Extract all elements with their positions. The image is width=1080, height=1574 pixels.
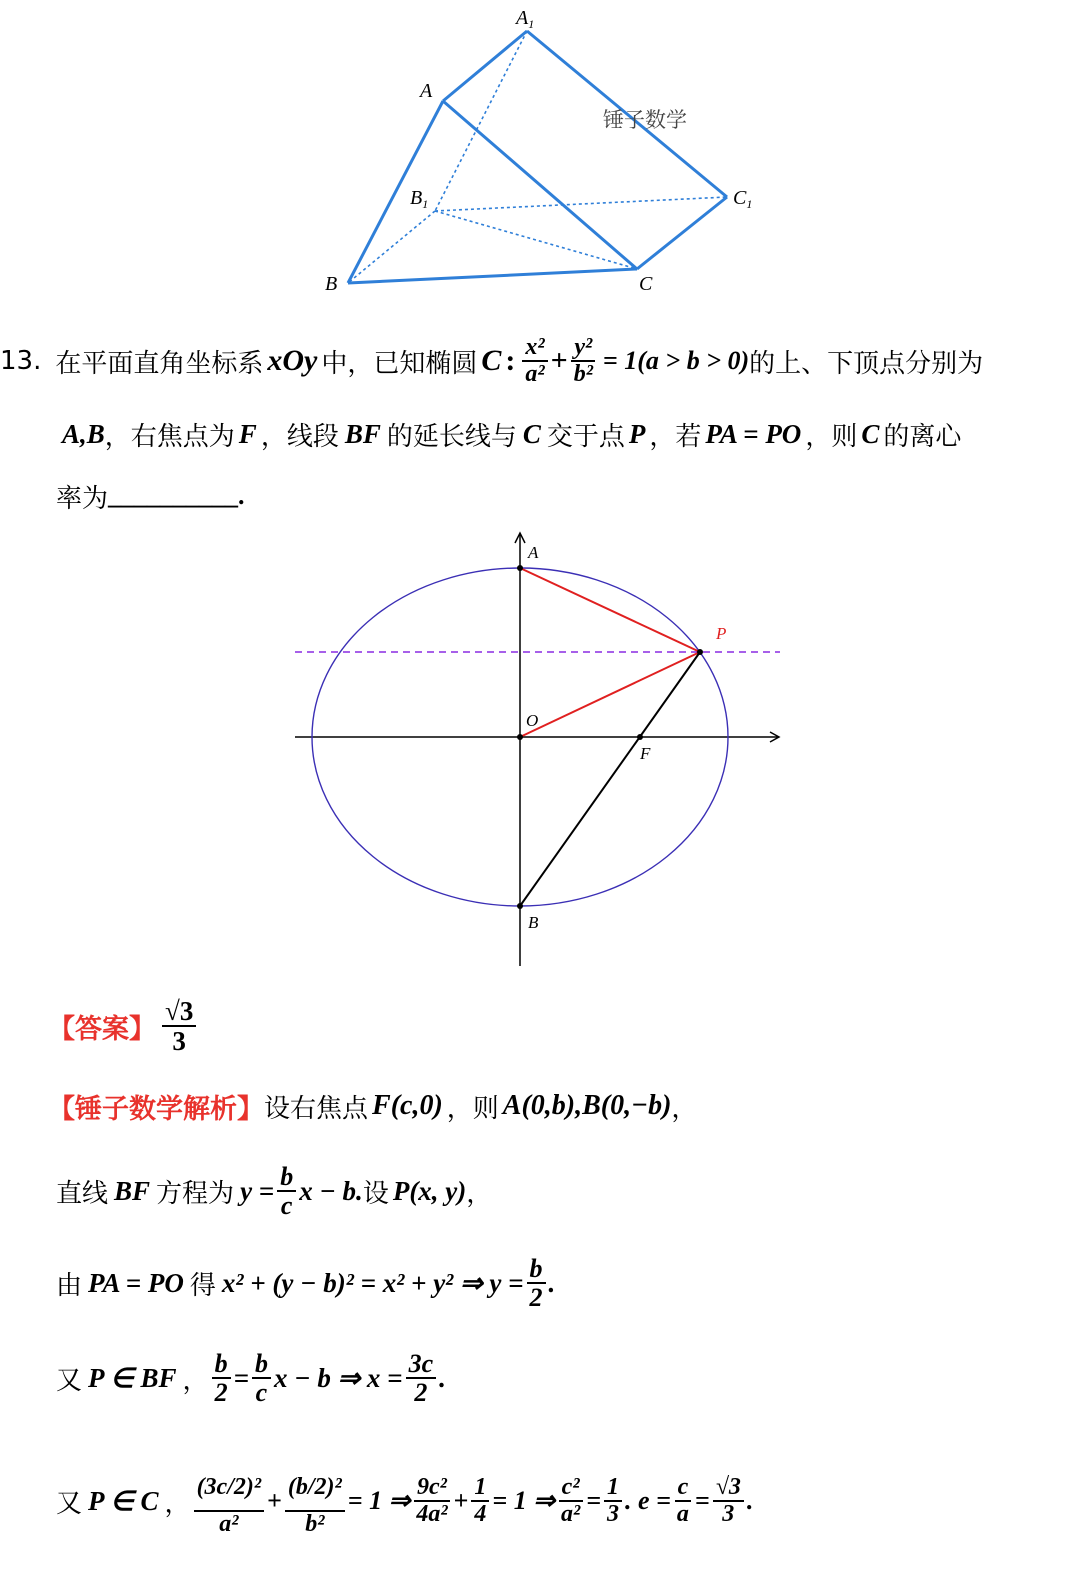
solution-line-1: 【锤子数学解析】 设右焦点 F(c,0) ，则 A(0,b),B(0,−b) ， [48,1086,697,1126]
answer-blank: __________. [108,481,245,510]
problem-line-3: 率为 __________. [56,481,245,514]
label-B: B [325,273,338,295]
solution-line-5: 又 P ∈ C ， $\frac{\text{(3c/2)²}}{\text{a²}}$ + $\frac{\text{(b/2)²}}{\text{b²}}$ = 1 ⇒ $\frac{\text{9c²}}{\text{4a²}}$ + $\frac{1}{4}$ = 1 ⇒ $\frac{\text{c²}}{\text{a²}}$ = $\frac{1}{3}$ . e = $\frac{c}{a}$ = $\frac{√3}{3}$ . [56,1436,753,1566]
svg-text:C1: $C_1$ [733,187,753,211]
svg-text:A1: $A_1$ [516,7,535,31]
label-B1: B [410,187,423,209]
svg-text:B1: $B_1$ [410,187,429,211]
prism-figure [300,0,780,300]
ellipse-frac-y: $\frac{\text{y²}}{\text{b²}}$ [571,335,596,387]
problem-number: 13. [0,346,42,376]
label-C: C [639,273,653,295]
solution-line-2: 直线 BF 方程为 y = $\frac{b}{c}$ x − b. 设 P(x, y) ， [56,1161,493,1220]
problem-line-2: A,B ，右焦点为 F ，线段 BF 的延长线与 C 交于点 P ，若 PA = PO ，则 C 的离心 [62,418,962,452]
ellipse-label-F: F [640,744,651,763]
answer-value: $\frac{√3}{3}$ [162,997,196,1056]
answer-label: 【答案】 [48,1013,156,1045]
solution-line-4: 又 P ∈ BF ， $\frac{b}{2}$ = $\frac{b}{c}$ x − b ⇒ x = $\frac{3c}{2}$ . [56,1348,446,1407]
ellipse-label-B: B [528,913,539,932]
label-C1: C [733,187,747,209]
problem-line-1: 13. 在平面直角坐标系 xOy 中，已知椭圆 C : $\frac{\text{x²}}{\text{a²}}$ + $\frac{\text{y²}}{\text{b²}}$ = 1(a > b > 0) 的上、下顶点分别为 [0,333,984,387]
solution-line-3: 由 PA = PO 得 x² + (y − b)² = x² + y² ⇒ y = $\frac{b}{2}$ . [56,1253,556,1312]
ellipse-label-O: O [526,711,539,730]
watermark: 锤子数学 [603,108,687,132]
ellipse-figure [280,525,800,975]
label-A1: A [516,7,529,29]
label-A: A [420,80,433,102]
answer-row [48,988,199,1064]
ellipse-label-P: P [716,624,727,643]
ellipse-label-A: A [528,543,539,562]
ellipse-frac-x: $\frac{\text{x²}}{\text{a²}}$ [522,335,547,387]
solution-label: 【锤子数学解析】 [48,1093,264,1125]
